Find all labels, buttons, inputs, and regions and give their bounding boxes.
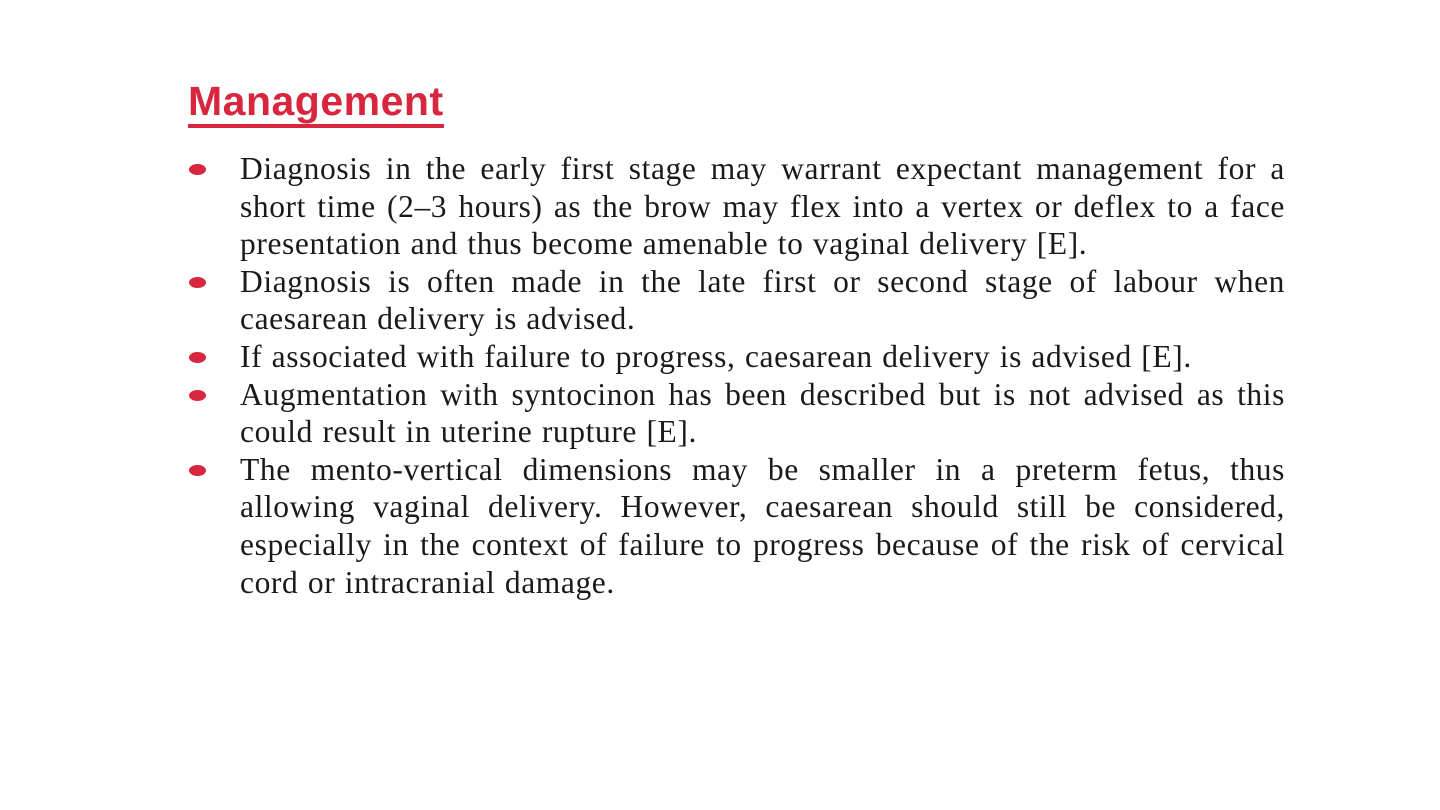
list-item bbox=[188, 376, 1285, 451]
bullet-icon bbox=[189, 390, 206, 401]
list-item bbox=[188, 263, 1285, 338]
bullet-icon bbox=[189, 465, 206, 476]
section-heading: Management bbox=[188, 78, 444, 128]
list-item bbox=[188, 451, 1285, 601]
document-page bbox=[188, 78, 1285, 601]
list-item-text: Diagnosis in the early first stage may warrant expectant management for a short time (2–3 hours) as the brow may flex into a vertex or deflex to a face presentation and thus become amenable to vaginal delivery [E]. bbox=[240, 151, 1285, 262]
list-item-text: The mento-vertical dimensions may be smaller in a preterm fetus, thus allowing vaginal delivery. However, caesarean should still be considered, especially in the context of failure to progress because of the risk of cervical cord or intracranial damage. bbox=[240, 451, 1285, 600]
bullet-icon bbox=[189, 277, 206, 288]
bullet-list bbox=[188, 150, 1285, 601]
list-item-text: Augmentation with syntocinon has been described but is not advised as this could result in uterine rupture [E]. bbox=[240, 376, 1285, 450]
list-item bbox=[188, 150, 1285, 263]
list-item bbox=[188, 338, 1285, 376]
bullet-icon bbox=[189, 352, 206, 363]
list-item-text: Diagnosis is often made in the late first or second stage of labour when caesarean delivery is advised. bbox=[240, 263, 1285, 337]
bullet-icon bbox=[189, 164, 206, 175]
list-item-text: If associated with failure to progress, caesarean delivery is advised [E]. bbox=[240, 338, 1192, 374]
